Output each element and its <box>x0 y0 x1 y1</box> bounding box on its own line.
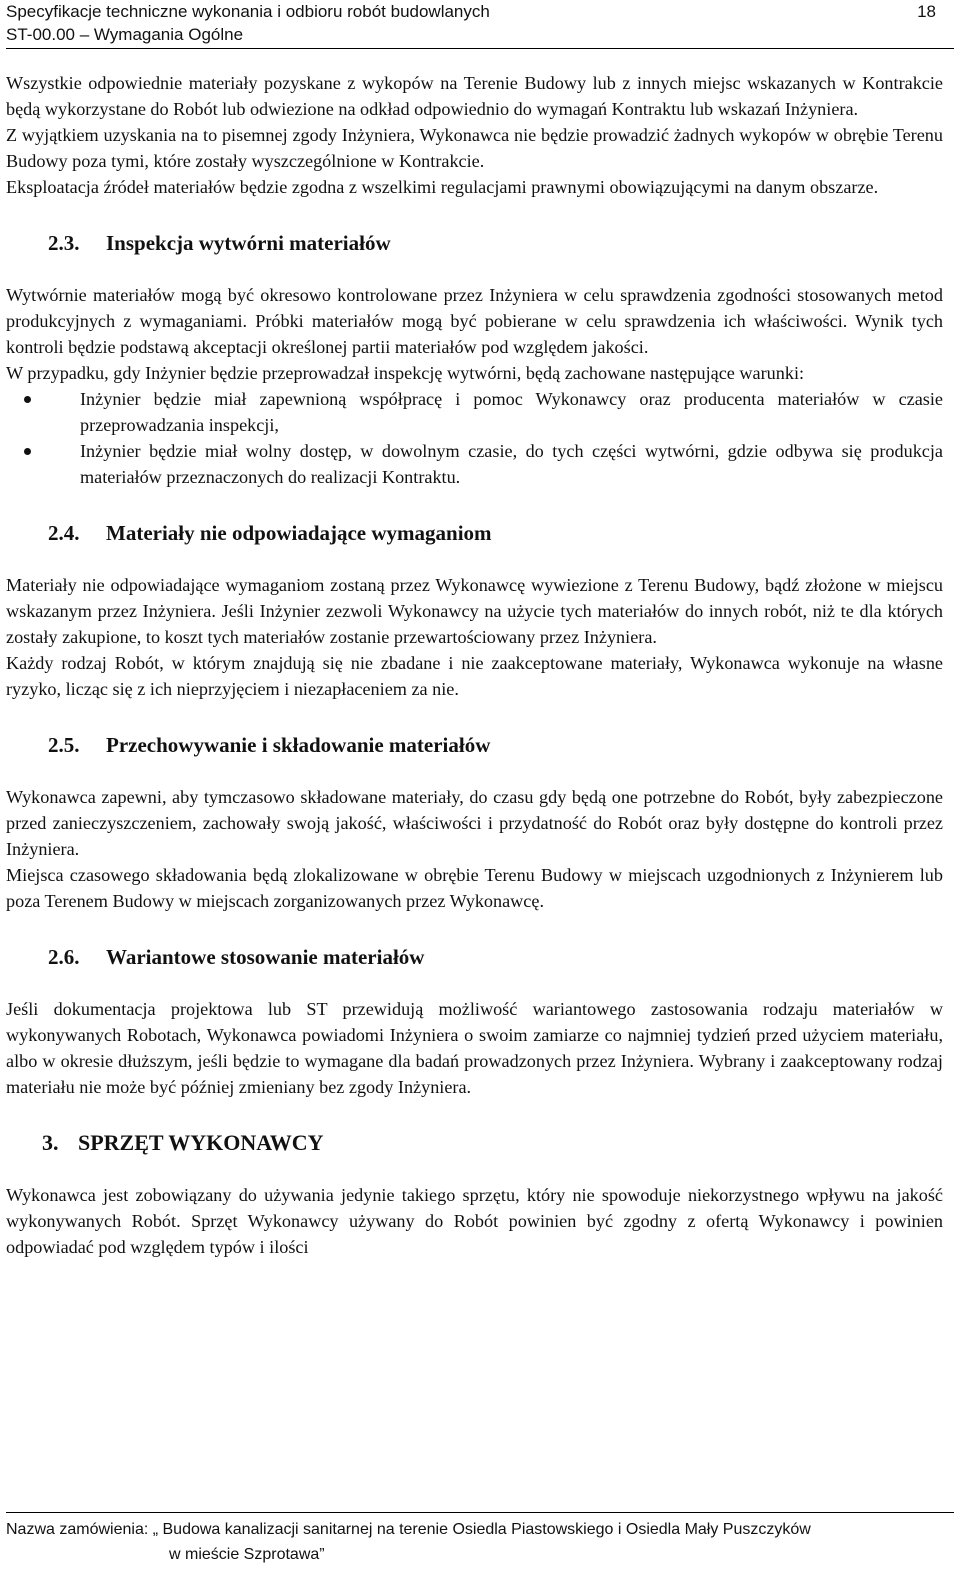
section-title: Wariantowe stosowanie materiałów <box>106 945 425 969</box>
page-header <box>6 0 954 46</box>
paragraph: Wszystkie odpowiednie materiały pozyskane z wykopów na Terenie Budowy lub z innych miejsc wskazanych w Kontrakcie będą wykorzystane do Robót lub odwiezione na odkład odpowiednio do wymagań Kontraktu lub wskazań Inżyniera. <box>6 73 943 119</box>
section-heading-3 <box>6 1130 943 1156</box>
paragraph: Wykonawca jest zobowiązany do używania jedynie takiego sprzętu, który nie spowoduje niekorzystnego wpływu na jakość wykonywanych Robót. Sprzęt Wykonawcy używany do Robót powinien być zgodny z ofertą Wykonawcy i powinien odpowiadać pod względem typów i ilości <box>6 1185 943 1257</box>
section-title: Przechowywanie i składowanie materiałów <box>106 733 491 757</box>
page-footer <box>6 1517 954 1567</box>
bullet-icon <box>6 438 80 490</box>
section-title: Inspekcja wytwórni materiałów <box>106 231 391 255</box>
bullet-list <box>6 386 943 490</box>
document-subtitle: ST-00.00 – Wymagania Ogólne <box>6 25 244 44</box>
paragraph: W przypadku, gdy Inżynier będzie przeprowadzał inspekcję wytwórni, będą zachowane następujące warunki: <box>6 363 805 383</box>
paragraph: Jeśli dokumentacja projektowa lub ST przewidują możliwość wariantowego zastosowania rodzaju materiałów w wykonywanych Robotach, Wykonawca powiadomi Inżyniera o swoim zamiarze co najmniej tydzień przed użyciem materiału, albo w okresie dłuższym, jeśli będzie to wymagane dla badań prowadzonych przez Inżyniera. Wybrany i zaakceptowany rodzaj materiału nie może być później zmieniany bez zgody Inżyniera. <box>6 999 943 1097</box>
paragraph: Eksploatacja źródeł materiałów będzie zgodna z wszelkimi regulacjami prawnymi obowiązującymi na danym obszarze. <box>6 177 879 197</box>
section-number: 2.6. <box>48 945 80 969</box>
section-number: 3. <box>42 1130 59 1155</box>
list-item: Inżynier będzie miał wolny dostęp, w dowolnym czasie, do tych części wytwórni, gdzie odbywa się produkcja materiałów przeznaczonych do realizacji Kontraktu. <box>6 438 943 490</box>
paragraph: Wytwórnie materiałów mogą być okresowo kontrolowane przez Inżyniera w celu sprawdzenia zgodności stosowanych metod produkcyjnych z wymaganiami. Próbki materiałów mogą być pobierane w celu sprawdzenia ich właściwości. Wynik tych kontroli będzie podstawą akceptacji określonej partii materiałów pod względem jakości. <box>6 285 943 357</box>
section-number: 2.4. <box>48 521 80 545</box>
paragraph: Z wyjątkiem uzyskania na to pisemnej zgody Inżyniera, Wykonawca nie będzie prowadzić żadnych wykopów w obrębie Terenu Budowy poza tymi, które zostały wyszczególnione w Kontrakcie. <box>6 125 943 171</box>
section-heading-2-4 <box>6 520 943 546</box>
list-item: Inżynier będzie miał zapewnioną współpracę i pomoc Wykonawcy oraz producenta materiałów w czasie przeprowadzania inspekcji, <box>6 386 943 438</box>
section-heading-2-3 <box>6 230 943 256</box>
paragraph: Miejsca czasowego składowania będą zlokalizowane w obrębie Terenu Budowy w miejscach uzgodnionych z Inżynierem lub poza Terenem Budowy w miejscach zorganizowanych przez Wykonawcę. <box>6 865 943 911</box>
document-title: Specyfikacje techniczne wykonania i odbioru robót budowlanych <box>6 2 490 21</box>
footer-line: Nazwa zamówienia: „ Budowa kanalizacji sanitarnej na terenie Osiedla Piastowskiego i Osiedla Mały Puszczyków <box>6 1521 811 1538</box>
document-body <box>6 70 943 1260</box>
paragraph: Materiały nie odpowiadające wymaganiom zostaną przez Wykonawcę wywiezione z Terenu Budowy, bądź złożone w miejscu wskazanym przez Inżyniera. Jeśli Inżynier zezwoli Wykonawcy na użycie tych materiałów do innych robót, niż te dla których zostały zakupione, to koszt tych materiałów zostanie przewartościowany przez Inżyniera. <box>6 575 943 647</box>
footer-divider <box>6 1512 954 1513</box>
footer-line: w mieście Szprotawa” <box>169 1546 325 1563</box>
section-heading-2-5 <box>6 732 943 758</box>
page-number: 18 <box>917 2 936 21</box>
section-title: SPRZĘT WYKONAWCY <box>78 1130 324 1155</box>
section-number: 2.3. <box>48 231 80 255</box>
section-heading-2-6 <box>6 944 943 970</box>
bullet-icon <box>6 386 80 438</box>
section-number: 2.5. <box>48 733 80 757</box>
section-title: Materiały nie odpowiadające wymaganiom <box>106 521 492 545</box>
header-divider <box>6 48 954 49</box>
paragraph: Każdy rodzaj Robót, w którym znajdują się nie zbadane i nie zaakceptowane materiały, Wykonawca wykonuje na własne ryzyko, licząc się z ich nieprzyjęciem i niezapłaceniem za nie. <box>6 653 943 699</box>
paragraph: Wykonawca zapewni, aby tymczasowo składowane materiały, do czasu gdy będą one potrzebne do Robót, były zabezpieczone przed zanieczyszczeniem, zachowały swoją jakość, właściwości i przydatność do Robót oraz były dostępne do kontroli przez Inżyniera. <box>6 787 943 859</box>
